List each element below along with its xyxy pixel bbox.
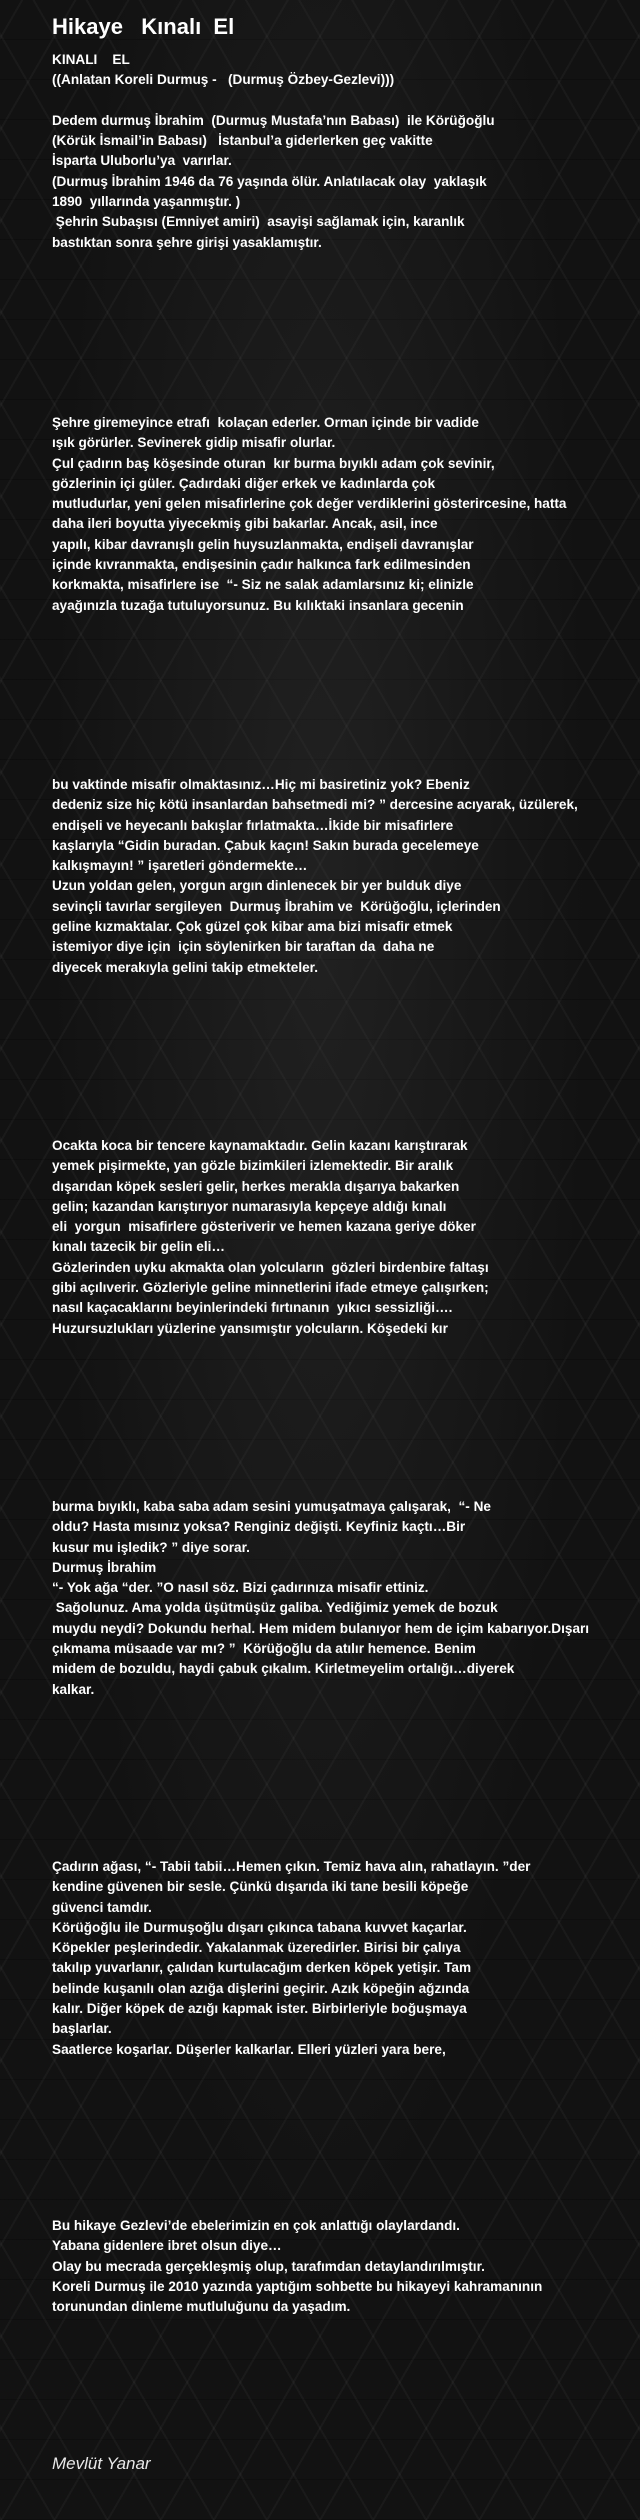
text-line: (Körük İsmail’in Babası) İstanbul’a giderlerken geç vakitte: [52, 133, 433, 149]
text-line: güvenci tamdır.: [52, 1899, 152, 1915]
text-line: Çadırın ağası, “- Tabii tabii…Hemen çıkın. Temiz hava alın, rahatlayın. ”der: [52, 1859, 531, 1874]
page-title: Hikaye Kınalı El: [52, 14, 235, 39]
text-line: Ocakta koca bir tencere kaynamaktadır. Gelin kazanı karıştırarak: [52, 1138, 468, 1153]
text-line: ışık görürler. Sevinerek gidip misafir olurlar.: [52, 435, 336, 451]
text-block-2: [52, 413, 640, 616]
text-line: gelin; kazandan karıştırıyor numarasıyla kepçeye aldığı kınalı: [52, 1198, 447, 1214]
text-line: midem de bozuldu, haydi çabuk çıkalım. Kirletmeyelim ortalığı…diyerek: [52, 1661, 515, 1677]
text-line: istemiyor diye için için söylenirken bir taraftan da daha ne: [52, 939, 435, 955]
text-line: kaşlarıyla “Gidin buradan. Çabuk kaçın! Sakın burada gecelemeye: [52, 837, 479, 853]
text-line: dışarıdan köpek sesleri gelir, herkes merakla dışarıya bakarken: [52, 1178, 460, 1194]
text-line: yemek pişirmekte, yan gözle bizimkileri izlemektedir. Bir aralık: [52, 1158, 454, 1174]
text-line: Şehrin Subaşısı (Emniyet amiri) asayişi sağlamak için, karanlık: [52, 214, 465, 230]
text-line: korkmakta, misafirlere ise “- Siz ne salak adamlarsınız ki; elinizle: [52, 577, 474, 593]
text-line: Gözlerinden uyku akmakta olan yolcuların gözleri birdenbire faltaşı: [52, 1259, 489, 1275]
text-line: “- Yok ağa “der. ”O nasıl söz. Bizi çadırınıza misafir ettiniz.: [52, 1580, 429, 1596]
text-line: diyecek merakıyla gelini takip etmekteler.: [52, 959, 318, 975]
text-line: kalkar.: [52, 1681, 95, 1697]
text-block-3: [52, 775, 640, 978]
text-line: oldu? Hasta mısınız yoksa? Renginiz değişti. Keyfiniz kaçtı…Bir: [52, 1519, 466, 1535]
text-line: Yabana gidenlere ibret olsun diye…: [52, 2238, 282, 2254]
text-line: Dedem durmuş İbrahim (Durmuş Mustafa’nın Babası) ile Körüğoğlu: [52, 112, 495, 128]
text-line: kalır. Diğer köpek de azığı kapmak ister. Birbirleriyle boğuşmaya: [52, 2001, 467, 2017]
text-line: Şehre giremeyince etrafı kolaçan ederler. Orman içinde bir vadide: [52, 415, 479, 430]
text-block-1: [52, 50, 640, 253]
text-line: eli yorgun misafirlere gösteriverir ve hemen kazana geriye döker: [52, 1219, 476, 1235]
text-line: nasıl kaçacaklarını beyinlerindeki fırtınanın yıkıcı sessizliği….: [52, 1300, 453, 1316]
text-line: KINALI EL: [52, 52, 130, 67]
text-line: Huzursuzlukları yüzlerine yansımıştır yolcuların. Köşedeki kır: [52, 1320, 448, 1336]
text-line: torunundan dinleme mutluluğunu da yaşadım.: [52, 2299, 351, 2315]
text-line: [52, 91, 640, 111]
text-line: Koreli Durmuş ile 2010 yazında yaptığım sohbette bu hikayeyi kahramanının: [52, 2278, 543, 2294]
text-line: geline kızmaktalar. Çok güzel çok kibar ama bizi misafir etmek: [52, 919, 453, 935]
text-line: (Durmuş İbrahim 1946 da 76 yaşında ölür. Anlatılacak olay yaklaşık: [52, 173, 487, 189]
text-line: belinde kuşanılı olan azığa dişlerini geçirir. Azık köpeğin ağzında: [52, 1980, 470, 1996]
text-line: Bu hikaye Gezlevi’de ebelerimizin en çok anlattığı olaylardandı.: [52, 2218, 460, 2233]
text-line: bu vaktinde misafir olmaktasınız…Hiç mi basiretiniz yok? Ebeniz: [52, 777, 470, 792]
text-line: muydu neydi? Dokundu herhal. Hem midem bulanıyor hem de içim kabarıyor.Dışarı: [52, 1620, 590, 1636]
text-line: kınalı tazecik bir gelin eli…: [52, 1239, 226, 1255]
text-line: Saatlerce koşarlar. Düşerler kalkarlar. Elleri yüzleri yara bere,: [52, 2041, 446, 2057]
text-line: Uzun yoldan gelen, yorgun argın dinlenecek bir yer bulduk diye: [52, 878, 462, 894]
text-line: başlarlar.: [52, 2021, 112, 2037]
text-line: çıkmama müsaade var mı? ” Körüğoğlu da atılır hemence. Benim: [52, 1641, 476, 1657]
text-line: gibi açılıverir. Gözleriyle geline minnetlerini ifade etmeye çalışırken;: [52, 1280, 489, 1296]
text-line: Körüğoğlu ile Durmuşoğlu dışarı çıkınca tabana kuvvet kaçarlar.: [52, 1919, 467, 1935]
text-block-7: [52, 2216, 640, 2317]
text-line: takılıp yuvarlanır, çalıdan kurtulacağım derken köpek yetişir. Tam: [52, 1960, 472, 1976]
text-line: bastıktan sonra şehre girişi yasaklamıştır.: [52, 234, 322, 250]
text-line: burma bıyıklı, kaba saba adam sesini yumuşatmaya çalışarak, “- Ne: [52, 1499, 491, 1514]
text-line: sevinçli tavırlar sergileyen Durmuş İbrahim ve Körüğoğlu, içlerinden: [52, 898, 501, 914]
text-line: Durmuş İbrahim: [52, 1559, 157, 1575]
text-line: Olay bu mecrada gerçekleşmiş olup, tarafımdan detaylandırılmıştır.: [52, 2258, 485, 2274]
text-line: içinde kıvranmakta, endişesinin çadır halkınca fark edilmesinden: [52, 557, 471, 573]
text-block-5: [52, 1497, 640, 1700]
text-block-6: [52, 1857, 640, 2060]
text-line: ayağınızla tuzağa tutuluyorsunuz. Bu kılıktaki insanlara gecenin: [52, 597, 464, 613]
text-line: kendine güvenen bir sesle. Çünkü dışarıda iki tane besili köpeğe: [52, 1879, 469, 1895]
text-line: dedeniz size hiç kötü insanlardan bahsetmedi mi? ” dercesine acıyarak, üzülerek,: [52, 797, 578, 813]
text-line: 1890 yıllarında yaşanmıştır. ): [52, 194, 241, 210]
text-line: endişeli ve heyecanlı bakışlar fırlatmakta…İkide bir misafirlere: [52, 817, 454, 833]
text-line: İsparta Uluborlu’ya varırlar.: [52, 153, 232, 169]
text-line: ((Anlatan Koreli Durmuş - (Durmuş Özbey-Gezlevi))): [52, 72, 395, 88]
text-line: Köpekler peşlerindedir. Yakalanmak üzeredirler. Birisi bir çalıya: [52, 1940, 461, 1956]
text-line: kalkışmayın! ” işaretleri göndermekte…: [52, 858, 308, 874]
text-line: yapılı, kibar davranışlı gelin huysuzlanmakta, endişeli davranışlar: [52, 536, 474, 552]
author-name: Mevlüt Yanar: [52, 2454, 151, 2473]
text-block-4: [52, 1136, 640, 1339]
text-line: gözlerinin içi güler. Çadırdaki diğer erkek ve kadınlarda çok: [52, 475, 436, 491]
text-line: mutludurlar, yeni gelen misafirlerine çok değer verdiklerini gösterircesine, hatta: [52, 496, 567, 512]
text-line: Çul çadırın baş köşesinde oturan kır burma bıyıklı adam çok sevinir,: [52, 455, 495, 471]
text-line: kusur mu işledik? ” diye sorar.: [52, 1539, 250, 1555]
text-line: daha ileri boyutta yiyecekmiş gibi bakarlar. Ancak, asil, ince: [52, 516, 438, 532]
text-line: Sağolunuz. Ama yolda üşütmüşüz galiba. Yediğimiz yemek de bozuk: [52, 1600, 498, 1616]
